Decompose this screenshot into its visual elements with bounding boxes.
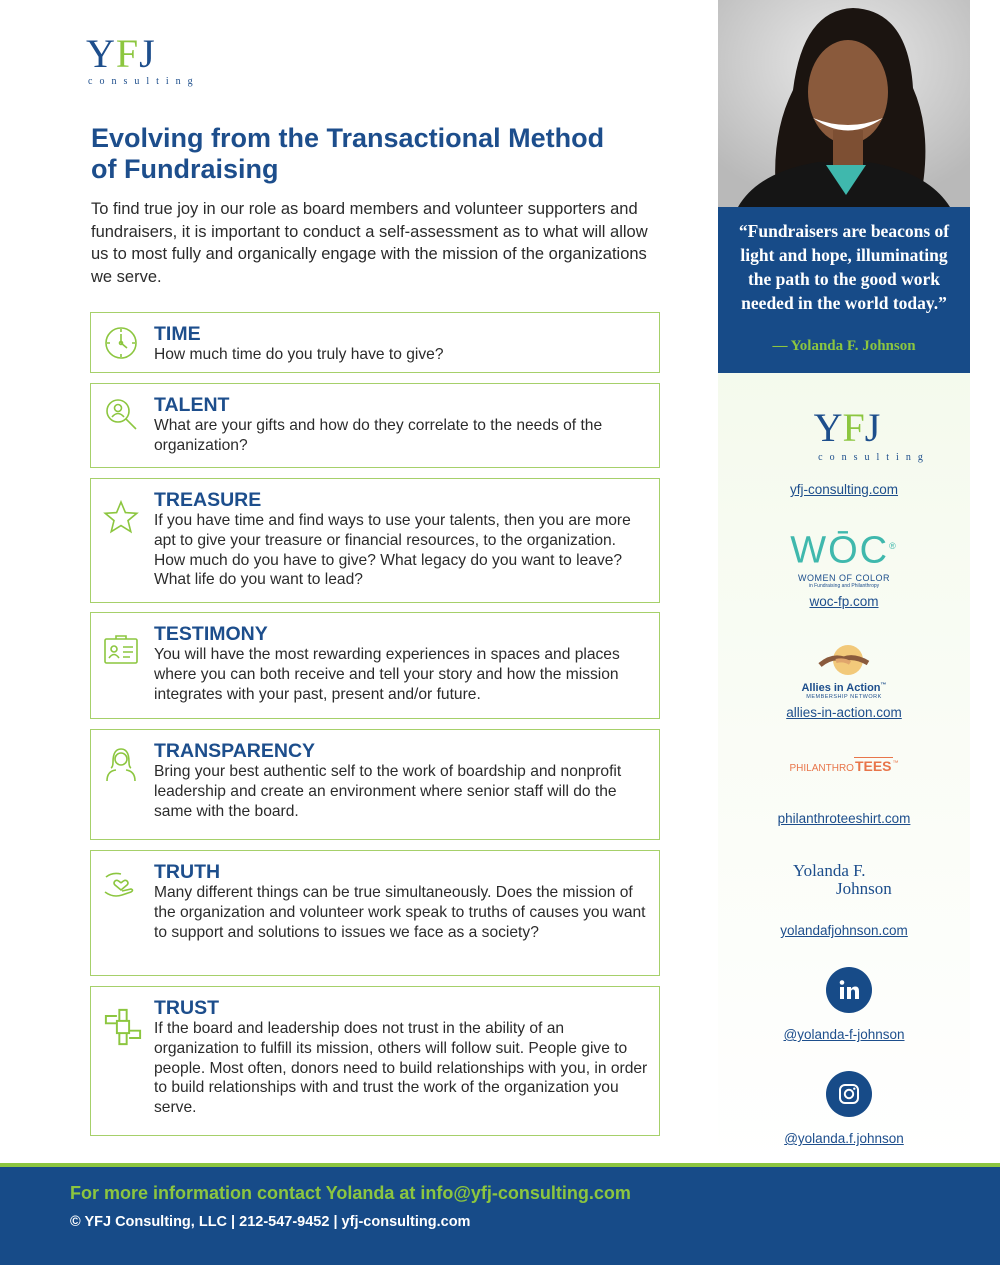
philanthro-text: PHILANTHRO	[789, 763, 854, 774]
card-heading: TRUTH	[154, 861, 221, 883]
logo-letter: J	[139, 31, 156, 76]
intro-paragraph: To find true joy in our role as board members and volunteer supporters and fundraisers, it is important to conduct a self-assessment as to what will allow us to most fully and organically engage with the mission of the organizations we serve.	[91, 200, 648, 286]
trademark: ™	[892, 760, 899, 767]
philanthrotees-logo	[718, 758, 970, 776]
sidebar-yfj-logo	[718, 405, 970, 463]
logo-subtitle: consulting	[818, 452, 930, 463]
logo-letter: Y	[86, 31, 116, 76]
logo-letter: F	[115, 31, 140, 76]
joined-hands-icon	[101, 1005, 145, 1049]
card-testimony	[90, 612, 660, 719]
footer	[0, 1167, 1000, 1265]
card-heading: TRUST	[154, 997, 219, 1019]
allies-name: Allies in Action	[801, 682, 881, 694]
card-text: What are your gifts and how do they correlate to the needs of the organization?	[154, 417, 603, 454]
yolandafjohnson-link[interactable]: yolandafjohnson.com	[780, 923, 908, 938]
registered-mark: ®	[889, 541, 898, 551]
card-time	[90, 312, 660, 373]
card-text: Bring your best authentic self to the work of boardship and nonprofit leadership and create an environment where senior staff will do the same with the board.	[154, 763, 622, 820]
card-transparency	[90, 729, 660, 840]
portrait-photo	[718, 0, 970, 207]
instagram-handle[interactable]: @yolanda.f.johnson	[784, 1131, 904, 1146]
id-card-icon	[103, 633, 139, 669]
card-truth	[90, 850, 660, 976]
heart-hands-icon	[103, 867, 139, 903]
person-icon	[103, 746, 139, 782]
card-treasure	[90, 478, 660, 603]
allies-subtitle: MEMBERSHIP NETWORK	[806, 694, 882, 700]
card-text: Many different things can be true simultaneously. Does the mission of the organization and volunteer work speak to truths of causes you want to support and solutions to issues we face as a society?	[154, 884, 646, 941]
tees-text: TEES	[854, 758, 892, 774]
signature-line-1: Yolanda F.	[793, 861, 866, 880]
woc-tagline: in Fundraising and Philanthropy	[808, 582, 880, 589]
logo-letter: J	[864, 405, 881, 450]
magnifier-person-icon	[103, 396, 139, 432]
philanthrotees-link[interactable]: philanthroteeshirt.com	[777, 811, 911, 826]
quote-author: — Yolanda F. Johnson	[772, 338, 916, 354]
woc-logo	[718, 527, 970, 589]
trademark: ™	[880, 682, 887, 689]
footer-contact: For more information contact Yolanda at info@yfj-consulting.com	[70, 1183, 631, 1203]
yfj-logo	[86, 31, 200, 94]
card-heading: TESTIMONY	[154, 623, 268, 645]
instagram-icon[interactable]	[826, 1071, 872, 1117]
logo-letter: Y	[813, 405, 843, 450]
card-text: You will have the most rewarding experiences in spaces and places where you can both receive and tell your story and how the mission integrates with your past, present and/or future.	[154, 646, 620, 703]
logo-subtitle: consulting	[88, 76, 200, 87]
card-heading: TIME	[154, 323, 201, 345]
card-heading: TALENT	[154, 394, 230, 416]
quote-box	[718, 207, 970, 373]
star-icon	[103, 499, 139, 535]
card-heading: TREASURE	[154, 489, 262, 511]
card-text: If you have time and find ways to use your talents, then you are more apt to give your treasure or financial resources, to the organization. How much do you have to give? What legacy do you want to leave? What life do you want to lead?	[154, 512, 631, 589]
allies-logo	[718, 643, 970, 700]
signature-line-2: Johnson	[836, 879, 892, 898]
handshake-icon	[814, 643, 874, 677]
woc-wordmark: WŌC	[790, 529, 890, 572]
card-heading: TRANSPARENCY	[154, 740, 316, 762]
linkedin-handle[interactable]: @yolanda-f-johnson	[783, 1027, 905, 1042]
clock-icon	[103, 325, 139, 361]
card-talent	[90, 383, 660, 468]
card-text: How much time do you truly have to give?	[154, 346, 444, 363]
allies-link[interactable]: allies-in-action.com	[786, 705, 902, 720]
card-trust	[90, 986, 660, 1136]
footer-copyright: © YFJ Consulting, LLC | 212-547-9452 | yfj-consulting.com	[70, 1214, 471, 1230]
quote-text: “Fundraisers are beacons of light and hope, illuminating the path to the good work needed in the world today.”	[738, 221, 950, 313]
logo-letter: F	[842, 405, 865, 450]
page-title: Evolving from the Transactional Method of Fundraising	[91, 123, 605, 184]
linkedin-icon[interactable]	[826, 967, 872, 1013]
woc-name: WOMEN OF COLOR	[798, 572, 890, 583]
woc-link[interactable]: woc-fp.com	[809, 594, 879, 609]
yfj-link[interactable]: yfj-consulting.com	[789, 482, 899, 497]
card-text: If the board and leadership does not trust in the ability of an organization to fulfill its mission, others will follow suit. People give to people. Most often, donors need to build relationships with you, in order to build relationships with and trust the work of the organization you serve.	[154, 1020, 648, 1117]
yfj-signature-logo	[718, 862, 970, 898]
